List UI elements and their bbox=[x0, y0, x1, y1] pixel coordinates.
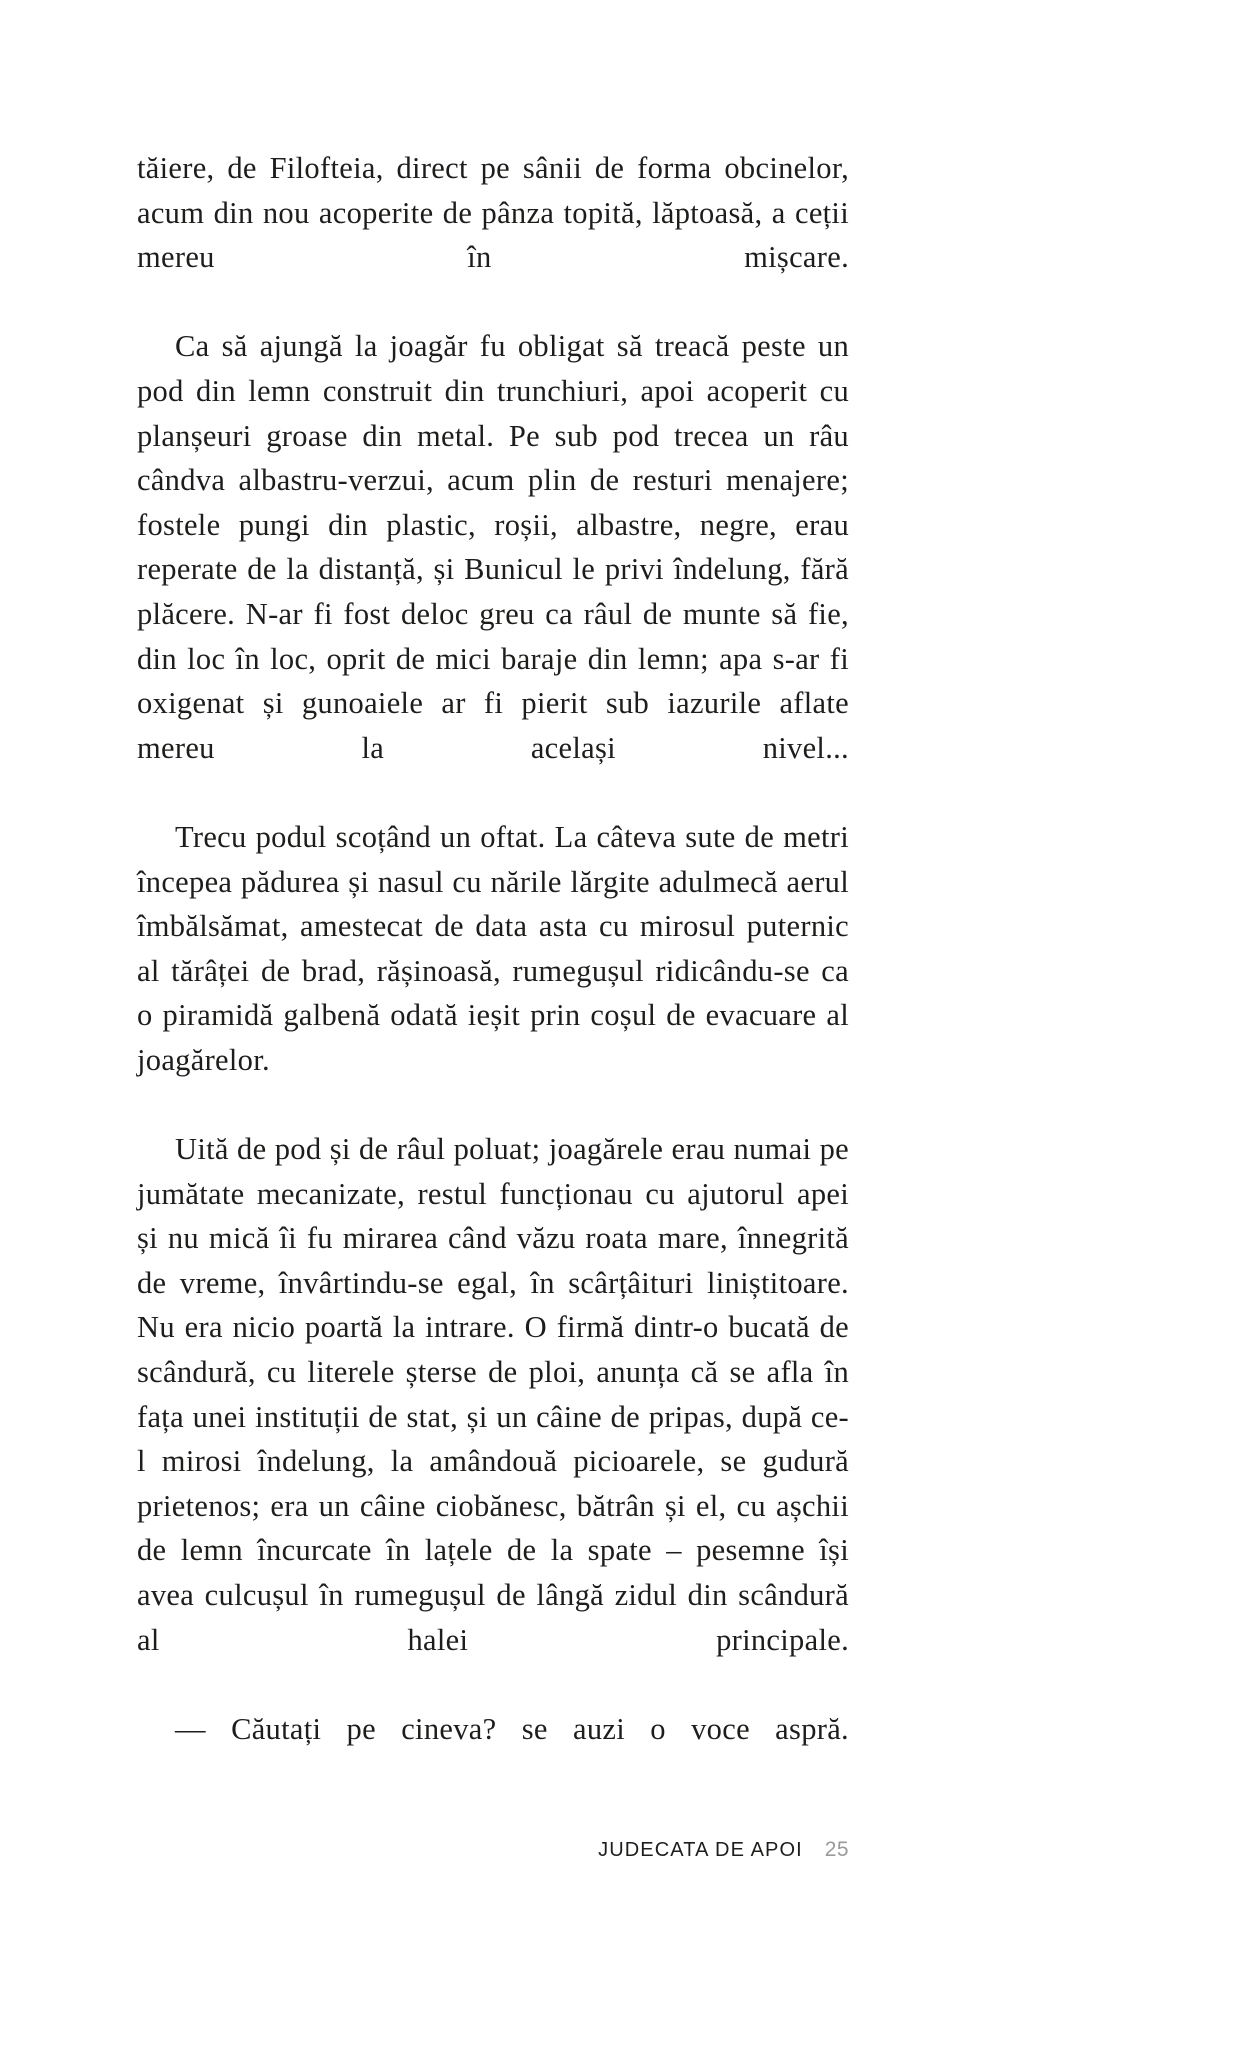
paragraph-5: — Căutați pe cineva? se auzi o voce aspră. bbox=[175, 1711, 849, 1746]
paragraph-4: Uită de pod și de râul poluat; joagărele erau numai pe jumătate mecanizate, restul funcționau cu ajutorul apei și nu mică îi fu mirarea când văzu roata mare, înnegrită de vreme, învârtindu-se egal, în scârțâituri liniștitoare. Nu era nicio poartă la intrare. O firmă dintr-o bucată de scândură, cu literele șterse de ploi, anunța că se afla în fața unei instituții de stat, și un câine de pripas, după ce-l mirosi îndelung, la amândouă picioarele, se gudură prietenos; era un câine ciobănesc, bătrân și el, cu așchii de lemn încurcate în lațele de la spate – pesemne își avea culcușul în rumegușul de lângă zidul din scândură al halei principale. bbox=[137, 1132, 849, 1657]
paragraph-2: Ca să ajungă la joagăr fu obligat să treacă peste un pod din lemn construit din trunchiuri, apoi acoperit cu planșeuri groase din metal. Pe sub pod trecea un râu cândva albastru-verzui, acum plin de resturi menajere; fostele pungi din plastic, roșii, albastre, negre, erau reperate de la distanță, și Bunicul le privi îndelung, fără plăcere. N-ar fi fost deloc greu ca râul de munte să fie, din loc în loc, oprit de mici baraje din lemn; apa s-ar fi oxigenat și gunoaiele ar fi pierit sub iazurile aflate mereu la același nivel... bbox=[137, 329, 849, 765]
page-footer bbox=[137, 1838, 849, 1862]
running-title: JUDECATA DE APOI bbox=[598, 1839, 803, 1861]
page-text-block bbox=[137, 146, 849, 1796]
page-number: 25 bbox=[824, 1838, 849, 1861]
paragraph-1: tăiere, de Filofteia, direct pe sânii de forma obcinelor, acum din nou acoperite de pânza topită, lăptoasă, a ceții mereu în mișcare. bbox=[137, 151, 849, 275]
paragraph-3: Trecu podul scoțând un oftat. La câteva sute de metri începea pădurea și nasul cu nările lărgite adulmecă aerul îmbălsămat, amestecat de data asta cu mirosul puternic al tărâței de brad, rășinoasă, rumegușul ridicându-se ca o piramidă galbenă odată ieșit prin coșul de evacuare al joagărelor. bbox=[137, 819, 849, 1077]
